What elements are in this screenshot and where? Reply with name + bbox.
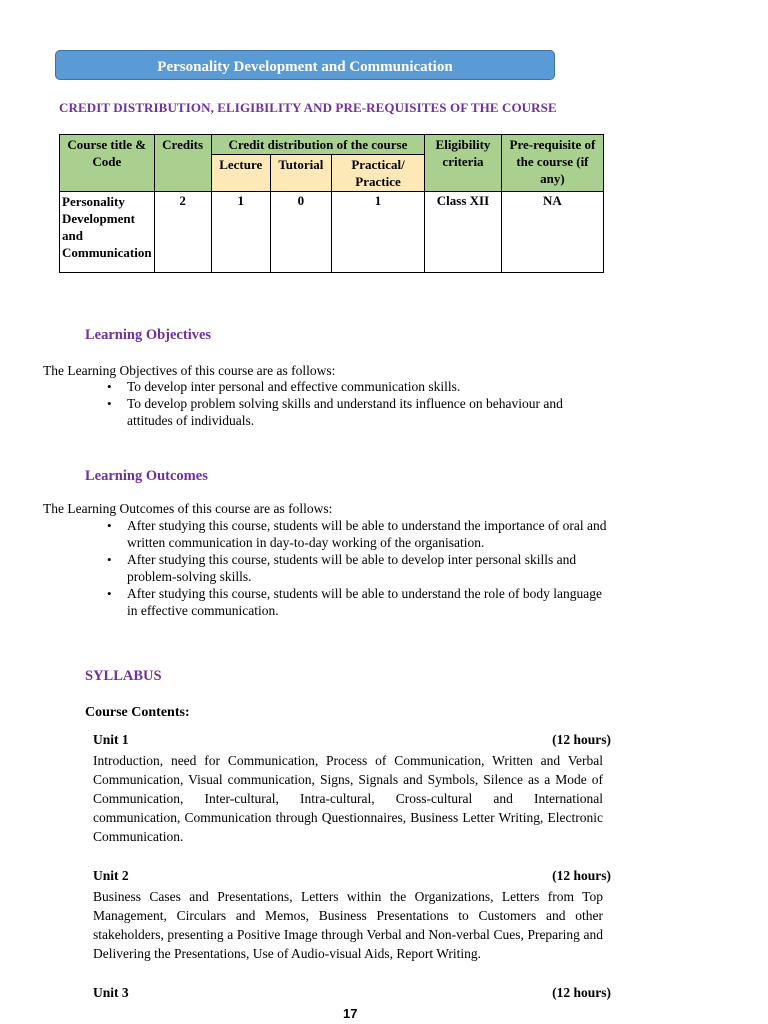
credit-distribution-table	[59, 134, 604, 273]
cell-course-title: Personality Development and Communication	[60, 192, 155, 273]
list-item: • After studying this course, students will be able to understand the role of body language in effective communication.	[107, 585, 612, 619]
unit-3-title: Unit 3	[93, 985, 129, 1000]
table-row	[60, 192, 604, 273]
syllabus-heading: SYLLABUS	[85, 668, 162, 684]
learning-outcomes-heading: Learning Outcomes	[85, 468, 208, 484]
cell-eligibility: Class XII	[425, 192, 502, 273]
cell-prerequisite: NA	[501, 192, 603, 273]
learning-objectives-list	[107, 378, 597, 429]
learning-objectives-heading: Learning Objectives	[85, 327, 212, 343]
unit-1-header	[93, 732, 611, 748]
learning-objectives-intro: The Learning Objectives of this course are as follows:	[43, 363, 336, 378]
header-tutorial: Tutorial	[270, 155, 331, 192]
learning-outcomes-intro: The Learning Outcomes of this course are as follows:	[43, 501, 333, 516]
header-prerequisite: Pre-requisite of the course (if any)	[501, 135, 603, 192]
header-eligibility: Eligibility criteria	[425, 135, 502, 192]
page-number: 17	[343, 1006, 358, 1021]
list-item: • To develop problem solving skills and understand its influence on behaviour and attitudes of individuals.	[107, 395, 597, 429]
unit-1-hours: (12 hours)	[552, 732, 611, 747]
unit-2-hours: (12 hours)	[552, 868, 611, 883]
cell-credits: 2	[154, 192, 211, 273]
list-item: • After studying this course, students will be able to understand the importance of oral and written communication in day-to-day working of the organisation.	[107, 517, 612, 551]
course-title-banner: Personality Development and Communication	[55, 50, 555, 80]
list-item: • After studying this course, students will be able to develop inter personal skills and problem-solving skills.	[107, 551, 612, 585]
unit-2-title: Unit 2	[93, 868, 129, 883]
header-course-title: Course title & Code	[60, 135, 155, 192]
unit-3-header	[93, 985, 611, 1001]
unit-1-content: Introduction, need for Communication, Process of Communication, Written and Verbal Communication, Visual communication, Signs, Signals and Symbols, Silence as a Mode of Communication, Inter-cultural, Intra-cultural, Cross-cultural and International communication, Communication through Questionnaires, Business Letter Writing, Electronic Communication.	[93, 753, 603, 844]
cell-practical: 1	[331, 192, 424, 273]
unit-2-content: Business Cases and Presentations, Letters within the Organizations, Letters from Top Management, Circulars and Memos, Business Presentations to Customers and other stakeholders, presenting a Positive Image through Verbal and Non-verbal Cues, Preparing and Delivering the Presentations, Use of Audio-visual Aids, Report Writing.	[93, 889, 603, 961]
list-item: • To develop inter personal and effective communication skills.	[107, 378, 597, 395]
unit-1-title: Unit 1	[93, 732, 129, 747]
course-contents-heading: Course Contents:	[85, 705, 190, 720]
cell-tutorial: 0	[270, 192, 331, 273]
credit-distribution-heading: CREDIT DISTRIBUTION, ELIGIBILITY AND PRE-REQUISITES OF THE COURSE	[59, 100, 557, 115]
header-lecture: Lecture	[211, 155, 270, 192]
header-credits: Credits	[154, 135, 211, 192]
unit-2-header	[93, 868, 611, 884]
cell-lecture: 1	[211, 192, 270, 273]
header-credit-distribution: Credit distribution of the course	[211, 135, 424, 155]
header-practical: Practical/ Practice	[331, 155, 424, 192]
learning-outcomes-list	[107, 517, 612, 619]
unit-3-hours: (12 hours)	[552, 985, 611, 1000]
